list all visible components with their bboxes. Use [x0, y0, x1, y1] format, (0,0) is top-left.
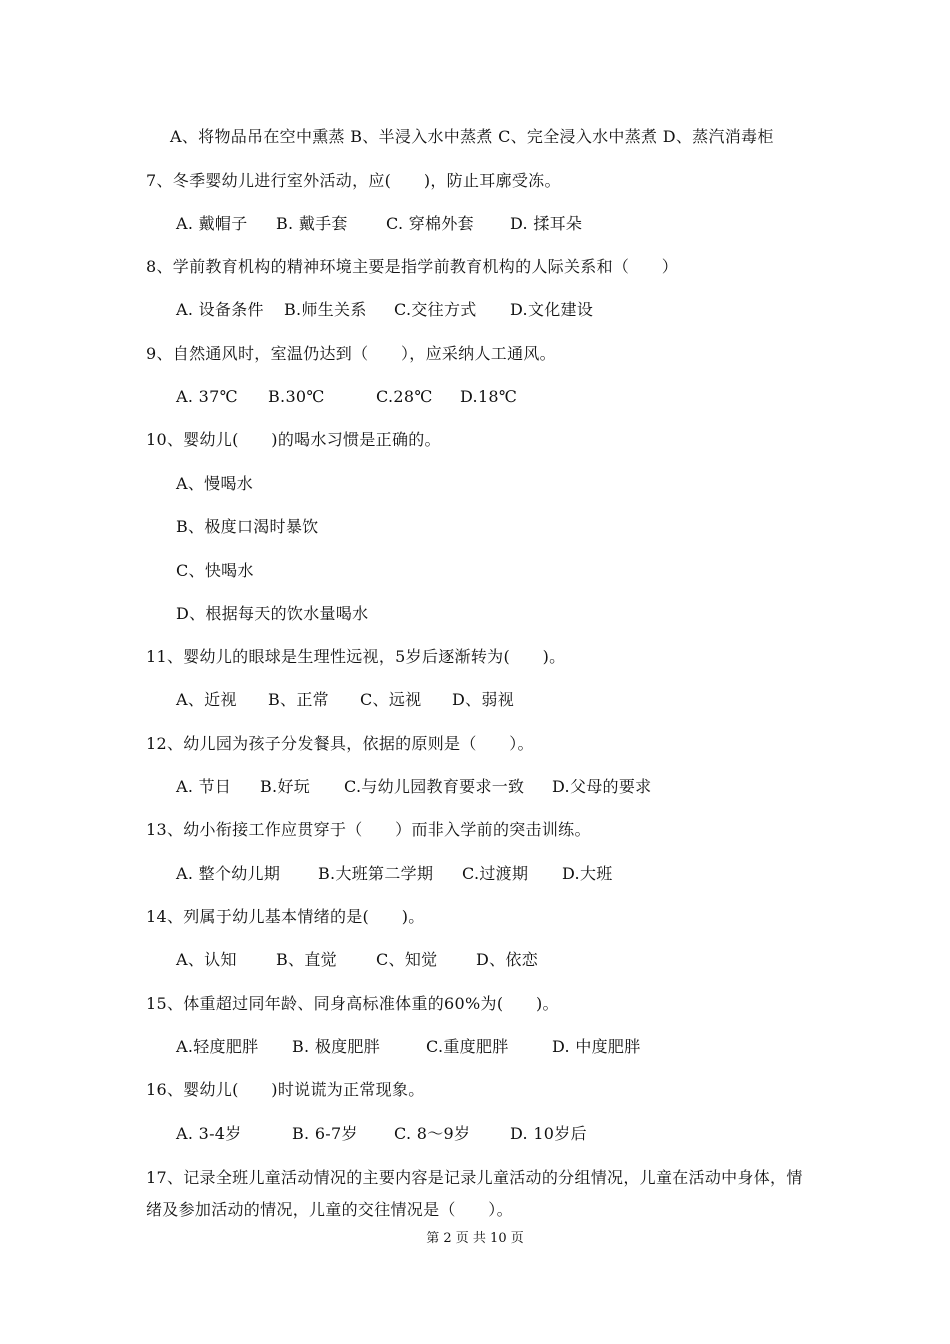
q8-option-b: B.师生关系	[284, 300, 367, 319]
q13-option-c: C.过渡期	[462, 864, 529, 883]
q15-option-c: C.重度肥胖	[426, 1037, 509, 1056]
q13-stem: 13、幼小衔接工作应贯穿于（ ）而非入学前的突击训练。	[146, 820, 591, 839]
q16-stem: 16、婴幼儿( )时说谎为正常现象。	[146, 1080, 425, 1099]
q15-option-b: B. 极度肥胖	[292, 1037, 381, 1056]
q8-stem: 8、学前教育机构的精神环境主要是指学前教育机构的人际关系和（ ）	[146, 257, 679, 276]
q9-option-a: A. 37℃	[176, 387, 238, 406]
q16-option-a: A. 3-4岁	[176, 1124, 242, 1143]
q7-option-b: B. 戴手套	[276, 214, 348, 233]
q10-option-a: A、慢喝水	[176, 474, 254, 493]
q7-option-c: C. 穿棉外套	[386, 214, 474, 233]
q15-stem: 15、体重超过同年龄、同身高标准体重的60%为( )。	[146, 994, 559, 1013]
q7-stem: 7、冬季婴幼儿进行室外活动，应( )，防止耳廓受冻。	[146, 171, 561, 190]
q12-option-d: D.父母的要求	[552, 777, 652, 796]
page-footer: 第 2 页 共 10 页	[426, 1231, 524, 1246]
q17-stem: 17、记录全班儿童活动情况的主要内容是记录儿童活动的分组情况，儿童在活动中身体，情绪及参加活动的情况，儿童的交往情况是（ ）。	[146, 1168, 803, 1219]
q8-option-d: D.文化建设	[510, 300, 594, 319]
q13-option-a: A. 整个幼儿期	[176, 864, 281, 883]
q14-option-d: D、依恋	[476, 950, 539, 969]
q8-option-a: A. 设备条件	[176, 300, 264, 319]
q14-option-a: A、认知	[176, 950, 237, 969]
q15-option-d: D. 中度肥胖	[552, 1037, 641, 1056]
q9-stem: 9、自然通风时，室温仍达到（ ），应采纳人工通风。	[146, 344, 556, 363]
q11-option-a: A、近视	[176, 690, 237, 709]
q13-option-d: D.大班	[562, 864, 613, 883]
q16-option-c: C. 8～9岁	[394, 1124, 471, 1143]
q10-option-b: B、极度口渴时暴饮	[176, 517, 319, 536]
q16-option-b: B. 6-7岁	[292, 1124, 358, 1143]
q12-option-c: C.与幼儿园教育要求一致	[344, 777, 525, 796]
q13-option-b: B.大班第二学期	[318, 864, 434, 883]
q12-stem: 12、幼儿园为孩子分发餐具，依据的原则是（ ）。	[146, 734, 534, 753]
q7-option-d: D. 揉耳朵	[510, 214, 583, 233]
q14-option-b: B、直觉	[276, 950, 337, 969]
q10-option-c: C、快喝水	[176, 561, 254, 580]
q12-option-b: B.好玩	[260, 777, 311, 796]
q7-option-a: A. 戴帽子	[176, 214, 248, 233]
q14-stem: 14、列属于幼儿基本情绪的是( )。	[146, 907, 425, 926]
q10-stem: 10、婴幼儿( )的喝水习惯是正确的。	[146, 430, 441, 449]
q15-option-a: A.轻度肥胖	[176, 1037, 259, 1056]
q11-option-b: B、正常	[268, 690, 329, 709]
q16-option-d: D. 10岁后	[510, 1124, 587, 1143]
q9-option-b: B.30℃	[268, 387, 325, 406]
q6-options: A、将物品吊在空中熏蒸 B、半浸入水中蒸煮 C、完全浸入水中蒸煮 D、蒸汽消毒柜	[170, 127, 774, 146]
q8-option-c: C.交往方式	[394, 300, 477, 319]
q9-option-c: C.28℃	[376, 387, 433, 406]
q12-option-a: A. 节日	[176, 777, 232, 796]
q14-option-c: C、知觉	[376, 950, 438, 969]
q11-option-d: D、弱视	[452, 690, 515, 709]
q11-stem: 11、婴幼儿的眼球是生理性远视，5岁后逐渐转为( )。	[146, 647, 566, 666]
q11-option-c: C、远视	[360, 690, 422, 709]
q10-option-d: D、根据每天的饮水量喝水	[176, 604, 369, 623]
q9-option-d: D.18℃	[460, 387, 518, 406]
